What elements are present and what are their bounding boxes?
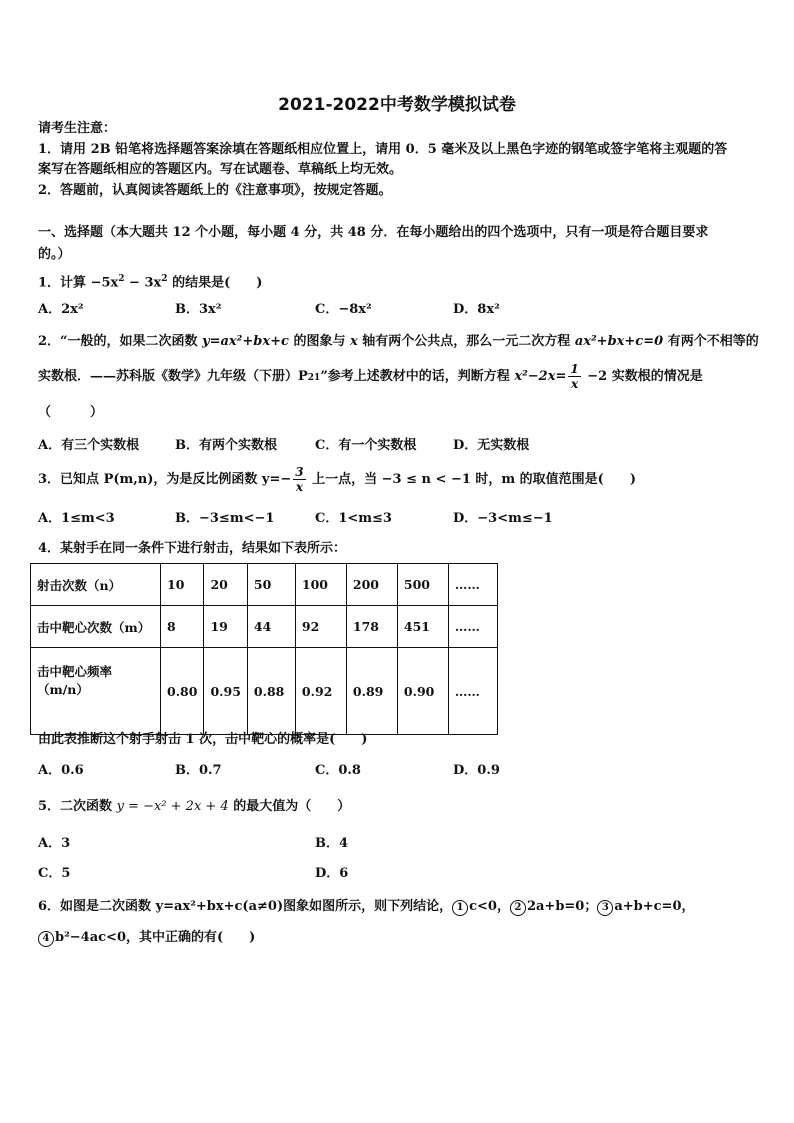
q6-circled-2: 2 [510, 900, 526, 916]
section-1-line-1: 一、选择题（本大题共 12 个小题，每小题 4 分，共 48 分．在每小题给出的四个选项中，只有一项是符合题目要求 [38, 225, 709, 240]
q4-shooting-table [30, 563, 498, 735]
q2-fraction-num: 1 [570, 362, 579, 376]
q3-option-b[interactable]: B．−3≤m<−1 [175, 511, 275, 526]
q1-stem-c: 的结果是( ) [167, 275, 263, 291]
q2-fraction [568, 362, 580, 391]
table-cell: 20 [204, 564, 247, 606]
q3-fraction-den: x [295, 480, 303, 494]
table-cell: 0.92 [295, 648, 346, 735]
q1-option-a[interactable]: A．2x² [38, 302, 84, 317]
q3-stem-b: 上一点，当 −3 ≤ n < −1 时，m 的取值范围是( ) [307, 472, 636, 487]
q2-line-1-a: 2．“一般的，如果二次函数 [38, 334, 203, 349]
q6-circled-4: 4 [38, 931, 54, 947]
section-1-line-2: 的。） [38, 247, 71, 262]
table-cell: 击中靶心频率（m/n） [31, 648, 161, 735]
q2-option-a[interactable]: A．有三个实数根 [38, 438, 140, 453]
q2-option-d[interactable]: D．无实数根 [453, 438, 530, 453]
q6-circled-3: 3 [597, 900, 613, 916]
q3-fraction [293, 465, 305, 494]
table-cell: 0.89 [346, 648, 397, 735]
q1-option-b[interactable]: B．3x² [175, 302, 222, 317]
q1-option-d[interactable]: D．8x² [453, 302, 500, 317]
table-cell: 200 [346, 564, 397, 606]
table-cell: 178 [346, 606, 397, 648]
table-cell: 击中靶心次数（m） [31, 606, 161, 648]
q1-stem-a: 1．计算 −5x [38, 275, 119, 291]
q5-function: y = −x² + 2x + 4 [116, 799, 229, 814]
q2-line-1-c: 轴有两个公共点，那么一元二次方程 [357, 334, 575, 349]
q3-fraction-num: 3 [295, 465, 304, 479]
q3-option-c[interactable]: C．1<m≤3 [315, 511, 392, 526]
table-cell: 0.90 [397, 648, 448, 735]
q2-line-1-b: 的图象与 [288, 334, 350, 349]
q3-stem-a: 3．已知点 P(m,n)，为是反比例函数 y=− [38, 472, 292, 487]
q1-sup-1: 2 [118, 274, 125, 284]
q2-option-b[interactable]: B．有两个实数根 [175, 438, 277, 453]
table-cell: 0.88 [247, 648, 295, 735]
table-cell: 19 [204, 606, 247, 648]
table-cell: 8 [161, 606, 204, 648]
q2-line-1-d: 有两个不相等的 [663, 334, 759, 349]
q4-option-a[interactable]: A．0.6 [38, 763, 84, 778]
q1-stem-b: − 3x [124, 275, 162, 291]
table-cell: …… [448, 606, 497, 648]
q1-sup-2: 2 [161, 274, 168, 284]
notice-item-1-line-1: 1．请用 2B 铅笔将选择题答案涂填在答题纸相应位置上，请用 0．5 毫米及以上黑色字迹的钢笔或签字笔将主观题的答 [38, 142, 728, 157]
q4-option-b[interactable]: B．0.7 [175, 763, 222, 778]
q2-line-1 [38, 333, 759, 351]
table-cell: 0.95 [204, 648, 247, 735]
q2-line-2-a: 实数根．——苏科版《数学》九年级（下册）P [38, 369, 308, 384]
q5-option-c[interactable]: C．5 [38, 866, 71, 881]
q2-equation-2: x²−2x= [514, 369, 567, 384]
table-row [31, 648, 498, 735]
q2-function: y=ax²+bx+c [202, 334, 289, 349]
q1-stem [38, 270, 262, 292]
table-cell: 射击次数（n） [31, 564, 161, 606]
q6-circled-1: 1 [452, 900, 468, 916]
table-cell: 10 [161, 564, 204, 606]
table-cell: 50 [247, 564, 295, 606]
q2-line-2-c: −2 实数根的情况是 [582, 369, 703, 384]
table-cell: 44 [247, 606, 295, 648]
q2-line-2-b: ”参考上述教材中的话，判断方程 [320, 369, 515, 384]
q5-stem [38, 798, 350, 816]
q2-x-axis: x [349, 334, 358, 349]
table-cell: 92 [295, 606, 346, 648]
q4-stem: 4．某射手在同一条件下进行射击，结果如下表所示： [38, 541, 347, 556]
page-title: 2021-2022中考数学模拟试卷 [278, 95, 516, 115]
q2-fraction-den: x [570, 377, 579, 391]
q6-conclusion-1: c<0， [469, 899, 510, 914]
q2-equation: ax²+bx+c=0 [574, 334, 664, 349]
q5-option-a[interactable]: A．3 [38, 836, 71, 851]
table-row [31, 564, 498, 606]
q3-option-d[interactable]: D．−3<m≤−1 [453, 511, 553, 526]
q5-option-d[interactable]: D．6 [315, 866, 349, 881]
q4-question: 由此表推断这个射手射击 1 次，击中靶心的概率是( ) [38, 732, 368, 747]
q2-page-sub: 21 [307, 373, 321, 383]
q4-option-d[interactable]: D．0.9 [453, 763, 500, 778]
notice-item-2: 2．答题前，认真阅读答题纸上的《注意事项》，按规定答题。 [38, 183, 392, 198]
q6-line-2 [38, 929, 255, 947]
q6-line-1-text: 6．如图是二次函数 y=ax²+bx+c(a≠0)图象如图所示，则下列结论， [38, 899, 453, 914]
q2-option-c[interactable]: C．有一个实数根 [315, 438, 417, 453]
q5-stem-a: 5．二次函数 [38, 799, 117, 814]
table-cell: 500 [397, 564, 448, 606]
q1-option-c[interactable]: C．−8x² [315, 302, 372, 317]
table-row [31, 606, 498, 648]
table-cell: 100 [295, 564, 346, 606]
table-cell: 451 [397, 606, 448, 648]
notice-heading: 请考生注意： [38, 121, 117, 136]
q3-stem [38, 463, 636, 497]
q6-conclusion-4: b²−4ac<0，其中正确的有( ) [55, 930, 256, 945]
q6-conclusion-3: a+b+c=0， [614, 899, 695, 914]
table-cell: …… [448, 648, 497, 735]
q6-line-1 [38, 898, 695, 916]
notice-item-1-line-2: 案写在答题纸相应的答题区内。写在试题卷、草稿纸上均无效。 [38, 162, 403, 177]
table-cell: …… [448, 564, 497, 606]
table-cell: 0.80 [161, 648, 204, 735]
q2-line-3: （ ） [38, 405, 104, 420]
q4-option-c[interactable]: C．0.8 [315, 763, 361, 778]
q2-line-2 [38, 360, 703, 395]
q5-stem-b: 的最大值为（ ） [228, 799, 351, 814]
q6-conclusion-2: 2a+b=0； [526, 899, 598, 914]
q5-option-b[interactable]: B．4 [315, 836, 349, 851]
q3-option-a[interactable]: A．1≤m<3 [38, 511, 115, 526]
